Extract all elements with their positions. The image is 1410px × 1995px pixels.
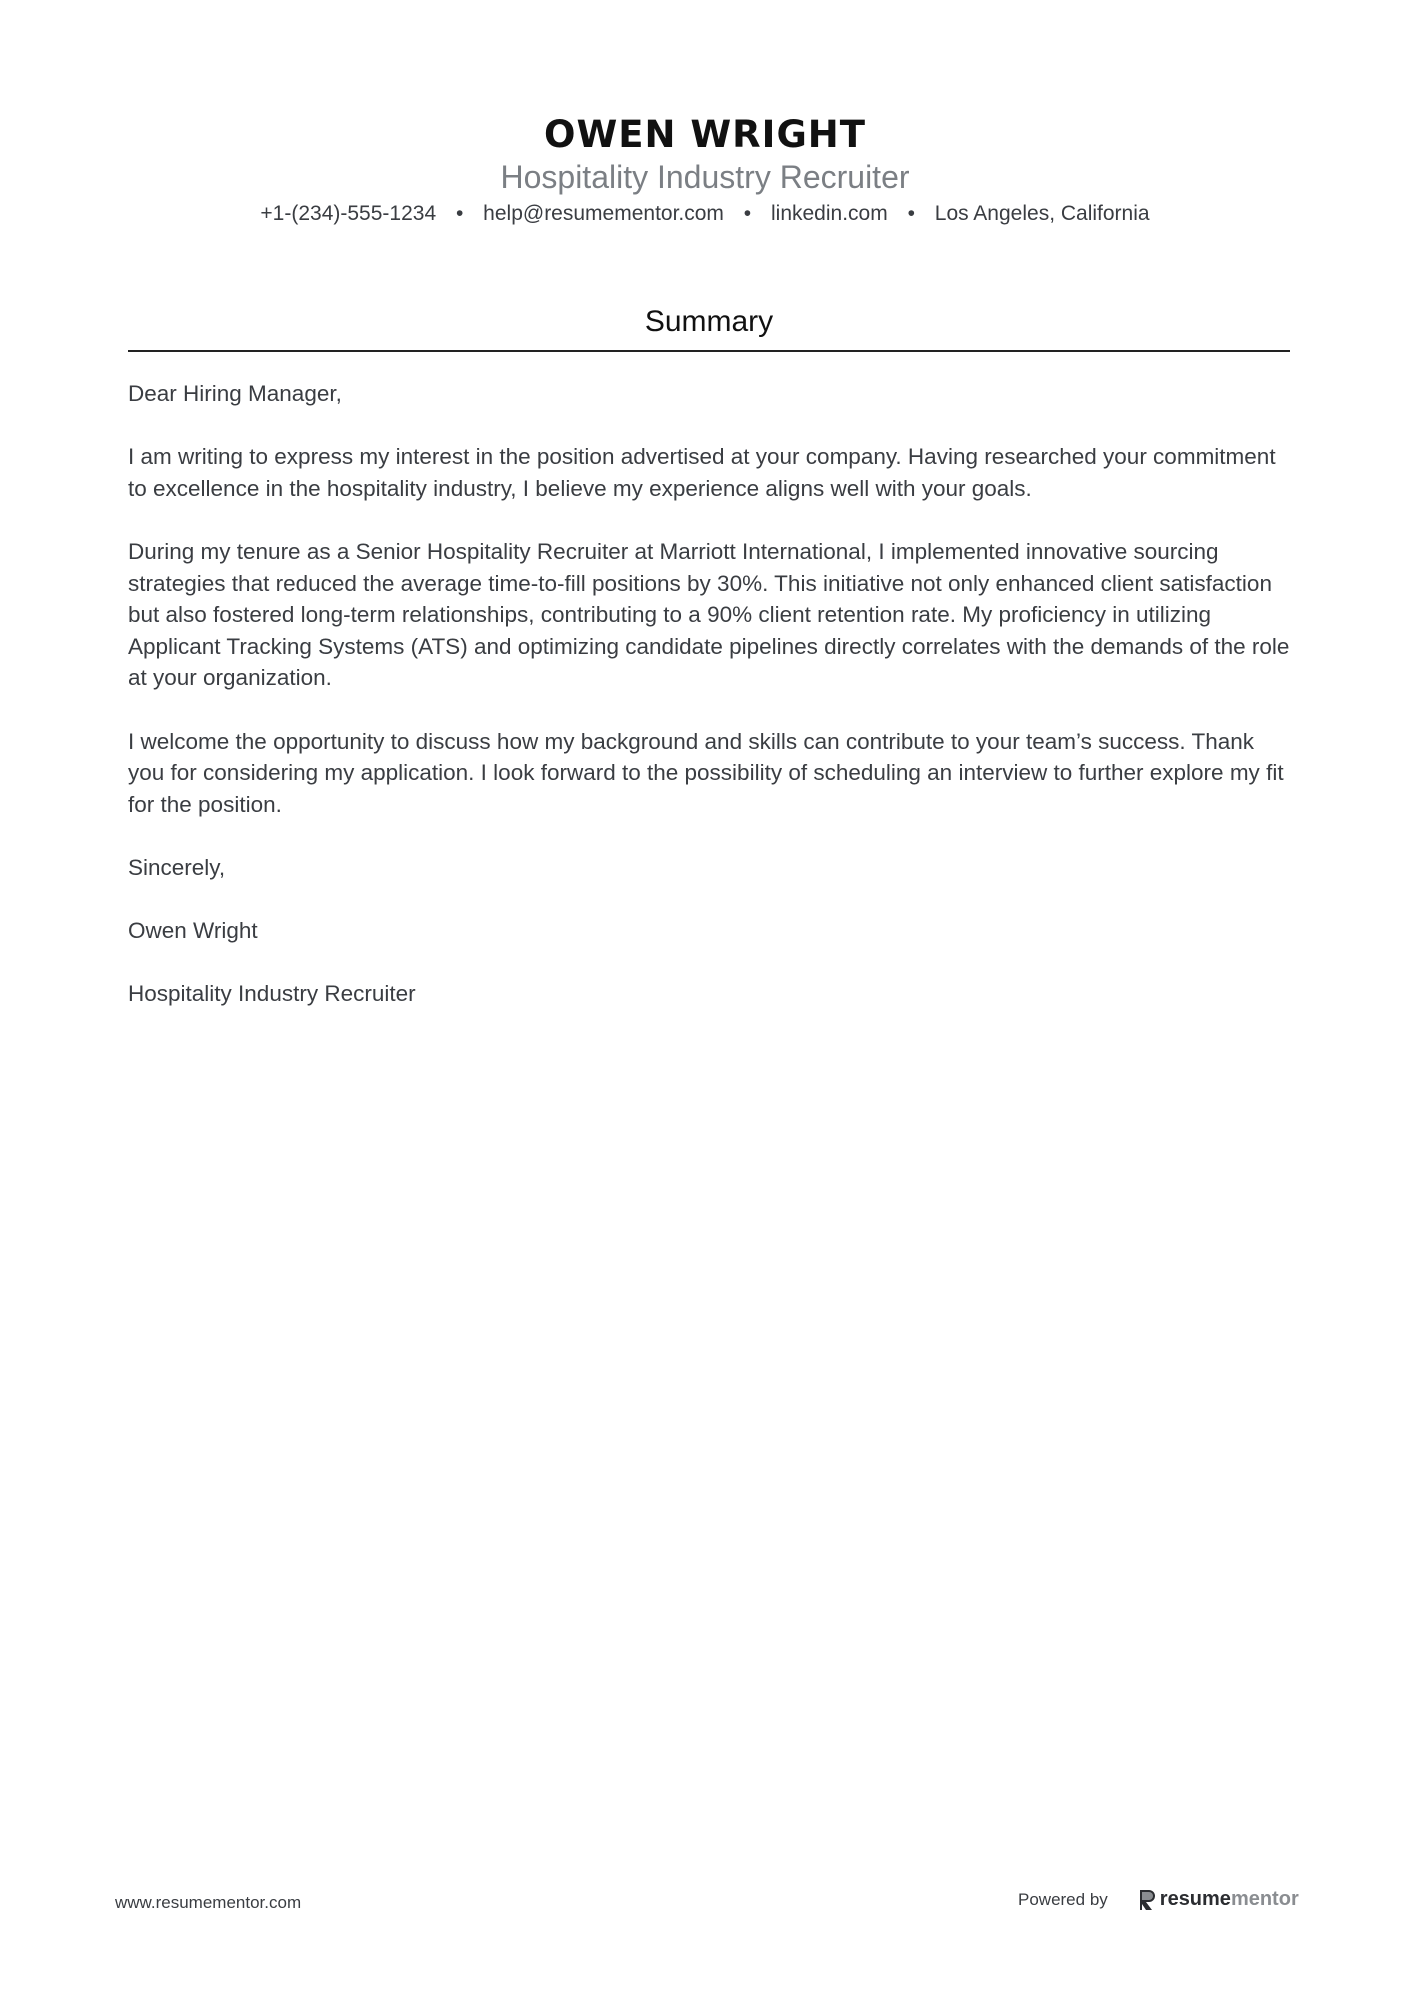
footer-branding: [1018, 1888, 1299, 1911]
letter-paragraph: During my tenure as a Senior Hospitality Recruiter at Marriott International, I implemented innovative sourcing strategies that reduced the average time-to-fill positions by 30%. This initiative not only enhanced client satisfaction but also fostered long-term relationships, contributing to a 90% client retention rate. My proficiency in utilizing Applicant Tracking Systems (ATS) and optimizing candidate pipelines directly correlates with the demands of the role at your organization.: [128, 538, 1290, 691]
resumementor-logo-icon: [1138, 1889, 1156, 1911]
section-divider: [128, 350, 1290, 352]
signature-title: Hospitality Industry Recruiter: [128, 981, 416, 1007]
letter-paragraph: I welcome the opportunity to discuss how my background and skills can contribute to your team’s success. Thank you for considering my application. I look forward to the possibility of scheduling an interview to further explore my fit for the position.: [128, 728, 1284, 817]
signature-name: Owen Wright: [128, 918, 258, 944]
letter-closing: Sincerely,: [128, 854, 226, 880]
contact-linkedin[interactable]: linkedin.com: [770, 202, 888, 225]
contact-phone: +1-(234)-555-1234: [260, 202, 437, 225]
contact-email[interactable]: help@resumementor.com: [483, 202, 724, 225]
letter-paragraph: I am writing to express my interest in the position advertised at your company. Having researched your commitment to excellence in the hospitality industry, I believe my experience aligns well with your goals.: [128, 444, 1276, 501]
brand-name-part2: mentor: [1230, 1888, 1299, 1910]
brand-name-part1: resume: [1159, 1888, 1231, 1910]
candidate-name: OWEN WRIGHT: [543, 113, 867, 156]
section-heading-summary: Summary: [644, 305, 774, 338]
brand-logo[interactable]: [1138, 1888, 1299, 1911]
letter-greeting: Dear Hiring Manager,: [128, 381, 342, 406]
contact-separator: •: [907, 202, 915, 225]
letter-body: [128, 378, 1290, 1041]
footer-website[interactable]: www.resumementor.com: [115, 1893, 302, 1912]
contact-line: [0, 200, 1410, 228]
contact-separator: •: [743, 202, 752, 225]
candidate-title: Hospitality Industry Recruiter: [500, 159, 910, 195]
powered-by-label: Powered by: [1018, 1889, 1108, 1909]
contact-location: Los Angeles, California: [934, 202, 1150, 225]
resume-header: [0, 112, 1410, 228]
contact-separator: •: [455, 202, 464, 225]
